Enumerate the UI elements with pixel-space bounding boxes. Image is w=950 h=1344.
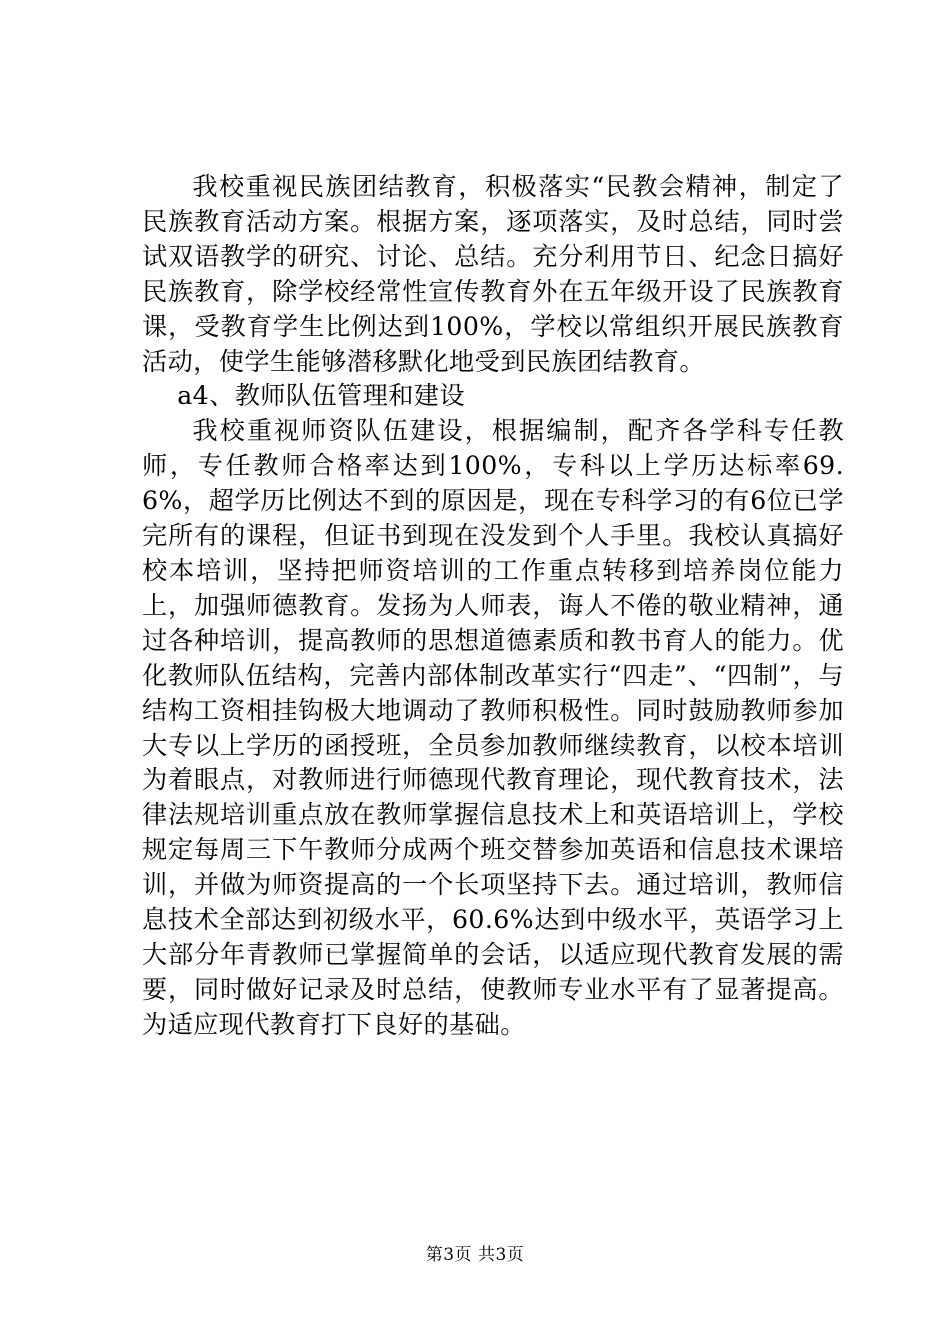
paragraph-ethnic-education: 我校重视民族团结教育，积极落实“民教会精神，制定了民族教育活动方案。根据方案，逐项落实，及时总结，同时尝试双语教学的研究、讨论、总结。充分利用节日、纪念日搞好民族教育，除学校经常性宣传教育外在五年级开设了民族教育课，受教育学生比例达到100%，学校以常组织开展民族教育活动，使学生能够潜移默化地受到民族团结教育。 bbox=[142, 172, 844, 376]
document-body bbox=[142, 170, 844, 1043]
page-footer: 第3页 共3页 bbox=[425, 1245, 525, 1265]
paragraph-teacher-team: 我校重视师资队伍建设，根据编制，配齐各学科专任教师，专任教师合格率达到100%，专科以上学历达标率69.6%，超学历比例达不到的原因是，现在专科学习的有6位已学完所有的课程，但证书到现在没发到个人手里。我校认真搞好校本培训，坚持把师资培训的工作重点转移到培养岗位能力上，加强师德教育。发扬为人师表，诲人不倦的敬业精神，通过各种培训，提高教师的思想道德素质和教书育人的能力。优化教师队伍结构，完善内部体制改革实行“四走”、“四制”，与结构工资相挂钩极大地调动了教师积极性。同时鼓励教师参加大专以上学历的函授班，全员参加教师继续教育，以校本培训为着眼点，对教师进行师德现代教育理论，现代教育技术，法律法规培训重点放在教师掌握信息技术上和英语培训上，学校规定每周三下午教师分成两个班交替参加英语和信息技术课培训，并做为师资提高的一个长项坚持下去。通过培训，教师信息技术全部达到初级水平，60.6%达到中级水平，英语学习上大部分年青教师已掌握简单的会话，以适应现代教育发展的需要，同时做好记录及时总结，使教师专业水平有了显著提高。为适应现代教育打下良好的基础。 bbox=[142, 416, 844, 1039]
section-heading-teacher-team: a4、教师队伍管理和建设 bbox=[177, 381, 465, 411]
